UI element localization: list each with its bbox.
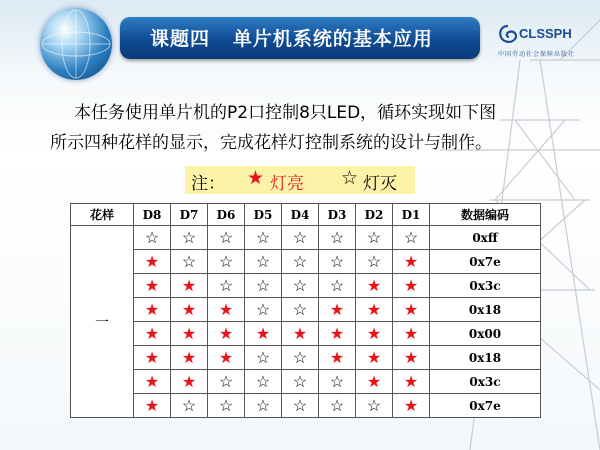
data-code-cell: 0x7e [430, 394, 541, 418]
star-filled-icon: ★ [247, 167, 265, 189]
table-row [71, 346, 541, 370]
star-filled-icon: ★ [393, 250, 430, 274]
star-outline-icon: ☆ [245, 298, 282, 322]
star-outline-icon: ☆ [282, 226, 319, 250]
star-filled-icon: ★ [134, 346, 171, 370]
table-row [71, 298, 541, 322]
header-code: 数据编码 [430, 204, 541, 226]
star-outline-icon: ☆ [171, 394, 208, 418]
table-row [71, 370, 541, 394]
header-pattern: 花样 [71, 204, 134, 226]
table-row [71, 394, 541, 418]
legend-label: 注： [191, 174, 225, 194]
star-filled-icon: ★ [356, 346, 393, 370]
star-outline-icon: ☆ [171, 250, 208, 274]
legend-note [185, 166, 415, 194]
data-code-cell: 0xff [430, 226, 541, 250]
star-filled-icon: ★ [171, 298, 208, 322]
star-filled-icon: ★ [356, 298, 393, 322]
star-outline-icon: ☆ [356, 226, 393, 250]
header-d2: D2 [356, 204, 393, 226]
star-outline-icon: ☆ [319, 274, 356, 298]
intro-paragraph [50, 98, 556, 158]
publisher-logo-text: CLSSPH [519, 26, 572, 41]
star-filled-icon: ★ [319, 322, 356, 346]
star-outline-icon: ☆ [208, 370, 245, 394]
star-filled-icon: ★ [208, 322, 245, 346]
data-code-cell: 0x18 [430, 298, 541, 322]
intro-line-1: 本任务使用单片机的P2口控制8只LED，循环实现如下图 [74, 103, 497, 123]
header-d4: D4 [282, 204, 319, 226]
star-outline-icon: ☆ [282, 346, 319, 370]
legend-on-text: 灯亮 [270, 174, 304, 194]
header-d5: D5 [245, 204, 282, 226]
star-outline-icon: ☆ [208, 274, 245, 298]
star-filled-icon: ★ [393, 346, 430, 370]
star-outline-icon: ☆ [319, 370, 356, 394]
intro-line-2: 所示四种花样的显示，完成花样灯控制系统的设计与制作。 [50, 133, 492, 153]
star-outline-icon: ☆ [356, 394, 393, 418]
star-filled-icon: ★ [171, 274, 208, 298]
star-filled-icon: ★ [393, 370, 430, 394]
star-filled-icon: ★ [319, 298, 356, 322]
legend-off-text: 灯灭 [363, 174, 397, 194]
star-filled-icon: ★ [393, 322, 430, 346]
star-filled-icon: ★ [208, 298, 245, 322]
star-outline-icon: ☆ [319, 250, 356, 274]
star-outline-icon: ☆ [208, 394, 245, 418]
header-d1: D1 [393, 204, 430, 226]
star-filled-icon: ★ [171, 346, 208, 370]
star-filled-icon: ★ [134, 274, 171, 298]
table-row [71, 322, 541, 346]
star-filled-icon: ★ [319, 346, 356, 370]
pattern-label-cell: 一 [71, 226, 134, 418]
star-outline-icon: ☆ [319, 394, 356, 418]
data-code-cell: 0x7e [430, 250, 541, 274]
header-d3: D3 [319, 204, 356, 226]
table-header-row [71, 204, 541, 226]
star-outline-icon: ☆ [393, 226, 430, 250]
table-row [71, 250, 541, 274]
star-outline-icon: ☆ [282, 298, 319, 322]
globe-icon [40, 8, 112, 80]
star-filled-icon: ★ [393, 274, 430, 298]
star-outline-icon: ☆ [208, 250, 245, 274]
star-outline-icon: ☆ [341, 167, 359, 189]
star-outline-icon: ☆ [134, 226, 171, 250]
star-outline-icon: ☆ [245, 274, 282, 298]
star-outline-icon: ☆ [245, 346, 282, 370]
table-row [71, 226, 541, 250]
star-filled-icon: ★ [356, 370, 393, 394]
star-outline-icon: ☆ [171, 226, 208, 250]
data-code-cell: 0x18 [430, 346, 541, 370]
page-title: 课题四 单片机系统的基本应用 [150, 28, 433, 50]
star-outline-icon: ☆ [208, 226, 245, 250]
star-outline-icon: ☆ [245, 370, 282, 394]
globe-logo [40, 8, 112, 80]
table-body [71, 226, 541, 418]
star-outline-icon: ☆ [319, 226, 356, 250]
star-outline-icon: ☆ [245, 394, 282, 418]
star-filled-icon: ★ [134, 250, 171, 274]
header-d6: D6 [208, 204, 245, 226]
header-d8: D8 [134, 204, 171, 226]
data-code-cell: 0x3c [430, 370, 541, 394]
star-filled-icon: ★ [134, 322, 171, 346]
star-filled-icon: ★ [208, 346, 245, 370]
star-filled-icon: ★ [393, 298, 430, 322]
star-outline-icon: ☆ [245, 226, 282, 250]
star-outline-icon: ☆ [282, 370, 319, 394]
star-filled-icon: ★ [356, 274, 393, 298]
star-outline-icon: ☆ [356, 250, 393, 274]
led-pattern-table [70, 203, 541, 418]
star-outline-icon: ☆ [245, 250, 282, 274]
header-d7: D7 [171, 204, 208, 226]
publisher-logo-icon [497, 24, 519, 46]
publisher-name: 中国劳动社会保障出版社 [498, 51, 576, 58]
data-code-cell: 0x00 [430, 322, 541, 346]
data-code-cell: 0x3c [430, 274, 541, 298]
star-filled-icon: ★ [282, 322, 319, 346]
star-filled-icon: ★ [134, 394, 171, 418]
table-row [71, 274, 541, 298]
star-filled-icon: ★ [245, 322, 282, 346]
star-filled-icon: ★ [393, 394, 430, 418]
star-filled-icon: ★ [134, 298, 171, 322]
star-outline-icon: ☆ [282, 250, 319, 274]
star-filled-icon: ★ [356, 322, 393, 346]
star-outline-icon: ☆ [282, 274, 319, 298]
star-filled-icon: ★ [171, 322, 208, 346]
star-filled-icon: ★ [171, 370, 208, 394]
star-outline-icon: ☆ [282, 394, 319, 418]
star-filled-icon: ★ [134, 370, 171, 394]
